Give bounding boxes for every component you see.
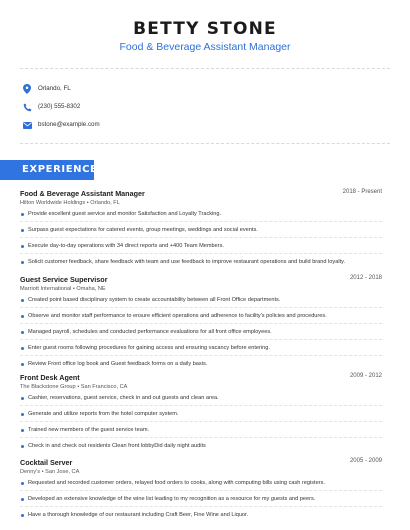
job-dates: 2012 - 2018 — [349, 275, 382, 281]
job-company-line: Denny's • San Jose, CA — [20, 469, 80, 475]
job-company-line: Hilton Worldwide Holdings • Orlando, FL — [20, 200, 120, 206]
location-text: Orlando, FL — [38, 85, 71, 92]
job-title: Front Desk Agent — [20, 373, 80, 382]
bullet-dot-icon — [21, 261, 24, 264]
email-text[interactable]: bstone@example.com — [38, 121, 100, 128]
phone-text: (230) 555-8302 — [38, 103, 81, 110]
list-item: Trained new members of the guest service team. — [20, 427, 382, 434]
job-location: San Francisco, CA — [80, 384, 128, 390]
bullet-list — [20, 297, 382, 368]
bullet-dot-icon — [21, 514, 24, 517]
experience-heading: EXPERIENCE — [0, 160, 94, 180]
bullet-dot-icon — [21, 363, 24, 366]
job-company-line: Marriott International • Omaha, NE — [20, 286, 106, 292]
bullet-dot-icon — [21, 315, 24, 318]
bullet-dot-icon — [21, 347, 24, 350]
job-company: Denny's — [20, 469, 41, 475]
job-company: Marriott International — [20, 286, 72, 292]
envelope-icon — [22, 120, 32, 130]
list-item: Provide excellent guest service and monitor Satisfaction and Loyalty Tracking. — [20, 211, 382, 218]
job-company: The Blackstone Group — [20, 384, 76, 390]
divider — [20, 143, 390, 144]
job-title: Food & Beverage Assistant Manager — [20, 189, 145, 198]
list-item: Check in and check out residents Clean front lobbyDid daily night audits — [20, 443, 382, 450]
job-company: Hilton Worldwide Holdings — [20, 200, 86, 206]
bullet-list — [20, 211, 382, 266]
bullet-dot-icon — [21, 245, 24, 248]
bullet-dot-icon — [21, 213, 24, 216]
list-item: Enter guest rooms following procedures for gaining access and ensuring vacancy before entering. — [20, 345, 382, 352]
list-item: Have a thorough knowledge of our restaurant including Craft Beer, Fine Wine and Liquor. — [20, 512, 382, 519]
bullet-dot-icon — [21, 229, 24, 232]
list-item: Created point based disciplinary system to create accountability between all Front Office departments. — [20, 297, 382, 304]
bullet-dot-icon — [21, 413, 24, 416]
phone-icon — [22, 102, 32, 112]
list-item: Solicit customer feedback, share feedback with team and use feedback to improve restaurant operations and build brand loyalty. — [20, 259, 382, 266]
job-dates: 2009 - 2012 — [349, 373, 382, 379]
list-item: Observe and monitor staff performance to ensure efficient operations and adherence to facility's policies and procedures. — [20, 313, 382, 320]
bullet-dot-icon — [21, 429, 24, 432]
list-item: Review Front office log book and Guest feedback forms on a daily basis. — [20, 361, 382, 368]
divider — [20, 68, 390, 69]
job-location: San Jose, CA — [45, 469, 80, 475]
candidate-name: BETTY STONE — [133, 19, 277, 39]
bullet-dot-icon — [21, 299, 24, 302]
list-item: Managed payroll, schedules and conducted performance evaluations for all front office employees. — [20, 329, 382, 336]
bullet-list — [20, 480, 382, 519]
bullet-dot-icon — [21, 331, 24, 334]
job-location: Orlando, FL — [90, 200, 120, 206]
contact-phone — [22, 101, 81, 113]
list-item: Cashier, reservations, guest service, check in and out guests and clean area. — [20, 395, 382, 402]
bullet-dot-icon — [21, 397, 24, 400]
list-item: Surpass guest expectations for catered events, group meetings, weddings and social events. — [20, 227, 382, 234]
bullet-dot-icon — [21, 482, 24, 485]
bullet-dot-icon — [21, 498, 24, 501]
bullet-dot-icon — [21, 445, 24, 448]
list-item: Requested and recorded customer orders, relayed food orders to cooks, along with computing bills using cash registers. — [20, 480, 382, 487]
job-headline: Food & Beverage Assistant Manager — [119, 41, 291, 53]
job-location: Omaha, NE — [76, 286, 106, 292]
job-title: Cocktail Server — [20, 458, 73, 467]
location-pin-icon — [22, 84, 32, 94]
bullet-list — [20, 395, 382, 450]
contact-email[interactable] — [22, 119, 100, 131]
list-item: Execute day-to-day operations with 34 direct reports and +400 Team Members. — [20, 243, 382, 250]
job-company-line: The Blackstone Group • San Francisco, CA — [20, 384, 128, 390]
list-item: Developed an extensive knowledge of the wine list leading to my recognition as a resource for my guests and peers. — [20, 496, 382, 503]
job-dates: 2018 - Present — [342, 189, 382, 195]
job-dates: 2005 - 2009 — [349, 458, 382, 464]
contact-location — [22, 83, 71, 95]
job-title: Guest Service Supervisor — [20, 275, 108, 284]
list-item: Generate and utilize reports from the hotel computer system. — [20, 411, 382, 418]
